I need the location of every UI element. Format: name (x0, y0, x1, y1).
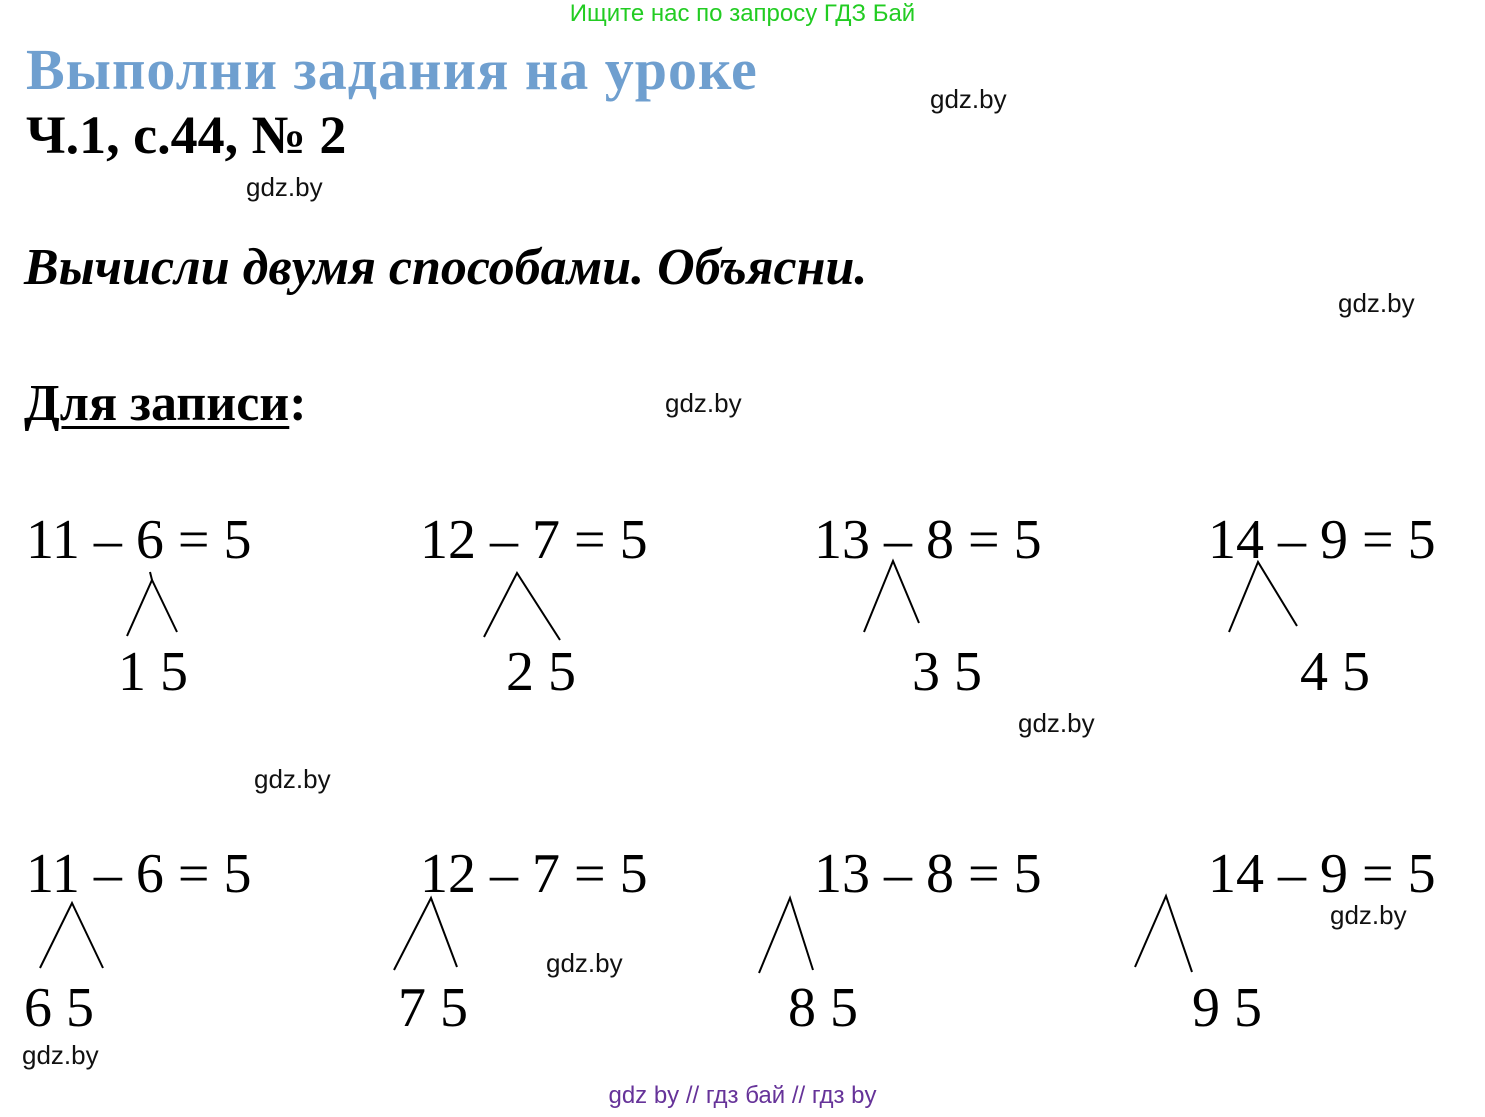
watermark: gdz.by (246, 172, 323, 202)
split-branch-row1-1 (127, 580, 177, 636)
equation-row1-3: 13 – 8 = 5 (814, 509, 1042, 571)
split-branch-row2-1 (40, 903, 103, 968)
split-row1-2: 2 5 (506, 641, 576, 703)
split-row1-1: 1 5 (118, 641, 188, 703)
watermark: gdz.by (665, 388, 742, 418)
page-subtitle: Ч.1, с.44, № 2 (26, 105, 347, 165)
equation-row2-3: 13 – 8 = 5 (814, 843, 1042, 905)
watermark: gdz.by (254, 764, 331, 794)
record-colon: : (289, 375, 307, 432)
split-branch-row2-2 (394, 898, 457, 970)
watermark: gdz.by (22, 1040, 99, 1070)
split-branch-row1-4 (1229, 562, 1297, 632)
equation-row2-4: 14 – 9 = 5 (1208, 843, 1436, 905)
equation-row2-1: 11 – 6 = 5 (26, 843, 252, 905)
split-branch-row1-2 (484, 573, 560, 640)
top-banner: Ищите нас по запросу ГДЗ Бай (569, 0, 916, 27)
footer-links: gdz by // гдз бай // гдз by (608, 1082, 877, 1109)
record-label: Для записи (24, 375, 290, 432)
split-tick-row1-1 (150, 572, 152, 580)
split-branch-row2-4 (1135, 896, 1192, 972)
equation-row1-2: 12 – 7 = 5 (420, 509, 648, 571)
split-row1-4: 4 5 (1300, 641, 1370, 703)
split-row2-2: 7 5 (398, 977, 468, 1039)
equation-row1-4: 14 – 9 = 5 (1208, 509, 1436, 571)
watermark: gdz.by (1338, 288, 1415, 318)
split-branch-row1-3 (864, 561, 919, 632)
split-branch-row2-3 (759, 898, 813, 973)
split-row2-3: 8 5 (788, 977, 858, 1039)
split-row2-1: 6 5 (24, 977, 94, 1039)
split-row2-4: 9 5 (1192, 977, 1262, 1039)
watermark: gdz.by (1018, 708, 1095, 738)
watermark: gdz.by (1330, 900, 1407, 930)
split-row1-3: 3 5 (912, 641, 982, 703)
task-text: Вычисли двумя способами. Объясни. (24, 239, 868, 296)
watermark: gdz.by (546, 948, 623, 978)
watermark: gdz.by (930, 84, 1007, 114)
equation-row1-1: 11 – 6 = 5 (26, 509, 252, 571)
page-title: Выполни задания на уроке (26, 37, 758, 102)
equation-row2-2: 12 – 7 = 5 (420, 843, 648, 905)
